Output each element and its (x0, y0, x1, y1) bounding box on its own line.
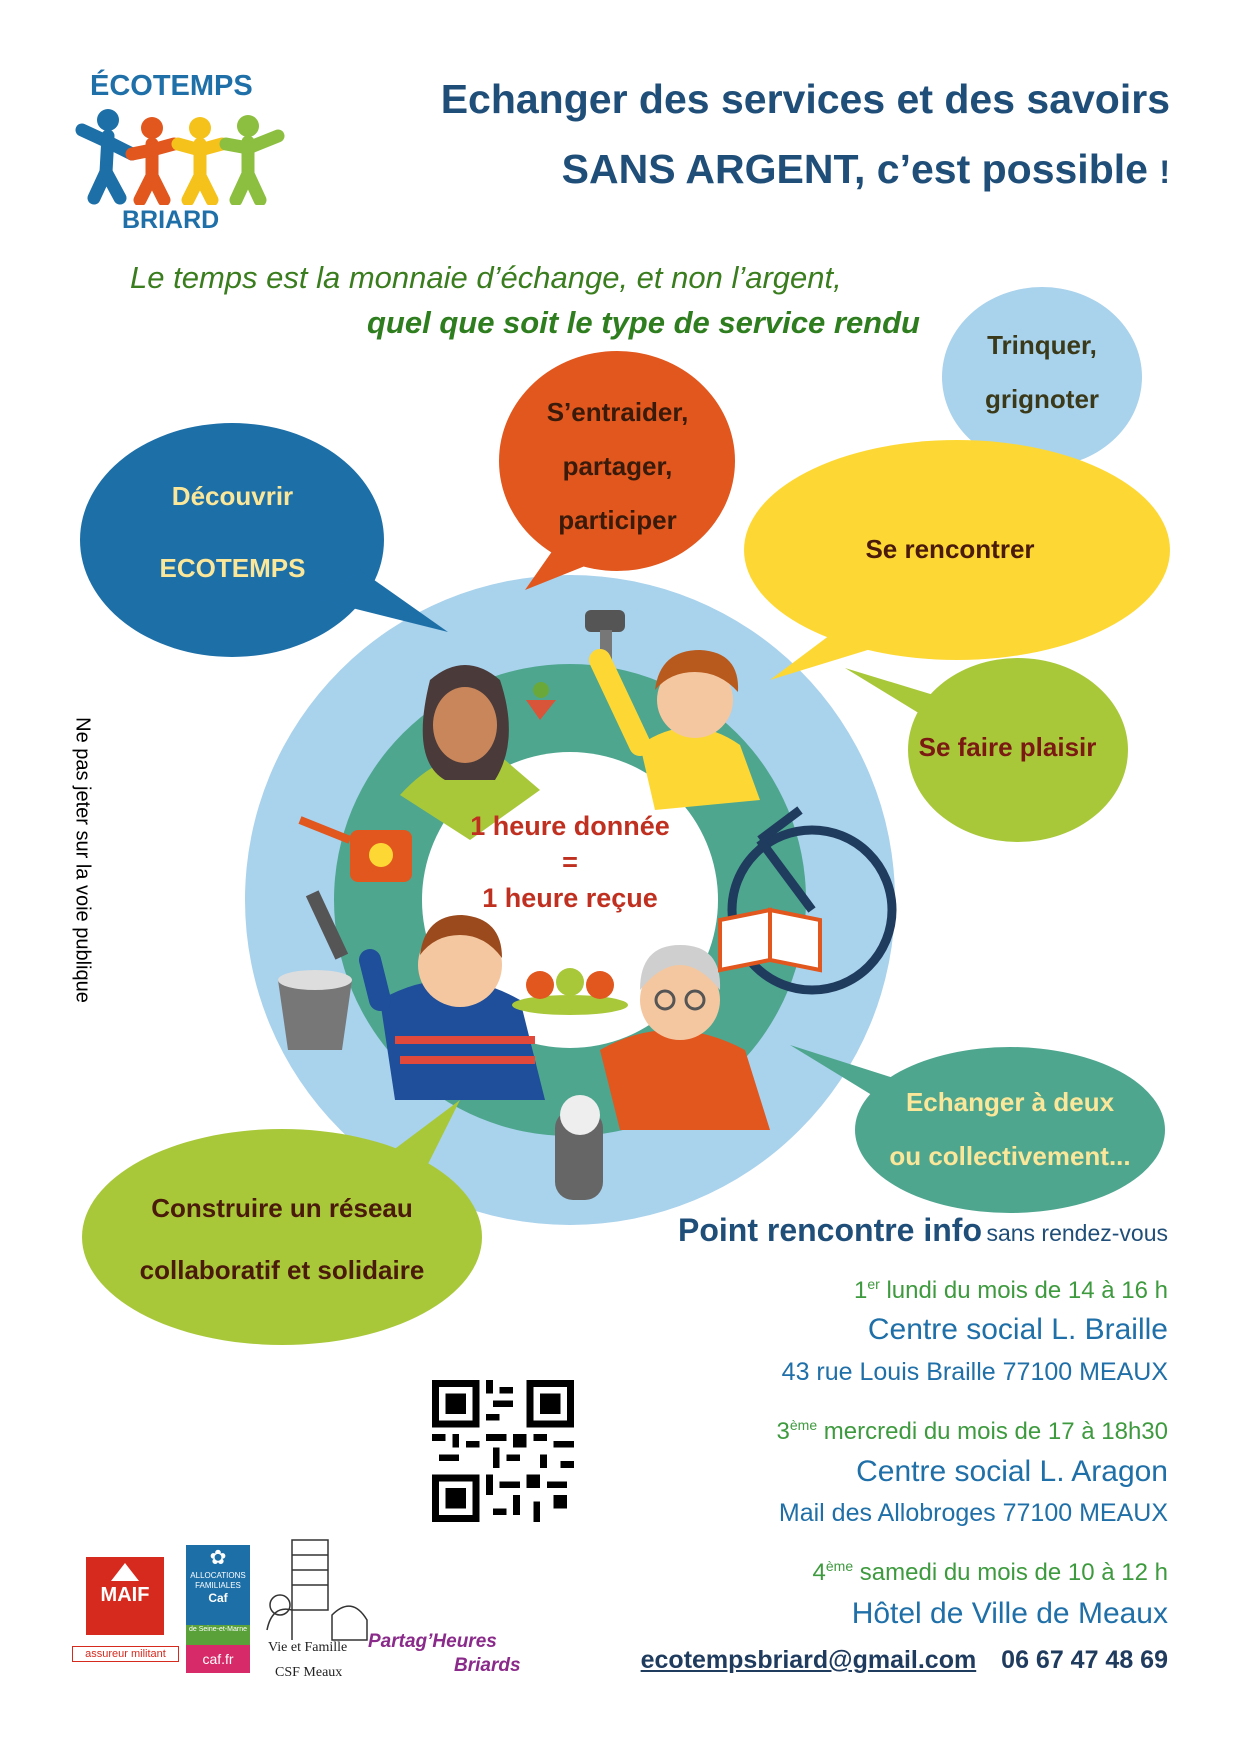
caf-name: Caf (208, 1591, 228, 1605)
phone-number: 06 67 47 48 69 (1001, 1646, 1168, 1674)
csf-label-1: Vie et Famille (268, 1640, 348, 1655)
bubble-echanger-text (855, 1075, 1165, 1183)
caf-url: caf.fr (186, 1645, 250, 1673)
motto-received: 1 heure reçue (482, 883, 658, 913)
bubble-line: grignoter (984, 384, 1100, 414)
partag-heures-line1: Partag’Heures (368, 1631, 497, 1652)
motto-given: 1 heure donnée (470, 811, 670, 841)
bubble-line: participer (558, 505, 677, 535)
session-3-place: Hôtel de Ville de Meaux (851, 1597, 1168, 1630)
maif-logo (86, 1557, 164, 1635)
bubble-line: Construire un réseau (151, 1193, 413, 1223)
caf-top (186, 1545, 250, 1625)
session-2-when (777, 1417, 1168, 1446)
bubble-decouvrir-text (80, 460, 385, 604)
bubble-line: partager, (562, 451, 673, 481)
email-link[interactable]: ecotempsbriard@gmail.com (640, 1646, 977, 1674)
maif-triangle-icon (111, 1563, 139, 1581)
logo-subtitle: BRIARD (122, 206, 220, 234)
headline-main: SANS ARGENT, c’est possible (561, 146, 1148, 192)
bubble-rencontrer-text (800, 522, 1100, 576)
info-subtitle: sans rendez-vous (986, 1220, 1168, 1246)
session-1-address: 43 rue Louis Braille 77100 MEAUX (781, 1358, 1168, 1386)
session-time: lundi du mois de 14 à 16 h (886, 1277, 1168, 1304)
tagline-line1: Le temps est la monnaie d’échange, et non l’argent, (130, 260, 842, 295)
session-ordinal: 4 (812, 1559, 826, 1586)
session-ordinal-suffix: ème (825, 1558, 854, 1574)
session-2-place: Centre social L. Aragon (856, 1455, 1168, 1488)
session-ordinal-suffix: er (867, 1276, 880, 1292)
motto-equals: = (562, 847, 578, 877)
bubble-line: Se faire plaisir (918, 732, 1097, 762)
bubble-line: collaboratif et solidaire (139, 1255, 425, 1285)
contact-line (641, 1646, 1168, 1675)
side-note-text: Ne pas jeter sur la voie publique (71, 717, 94, 1003)
session-time: samedi du mois de 10 à 12 h (859, 1559, 1168, 1586)
logo-title: ÉCOTEMPS (90, 70, 253, 102)
session-ordinal: 3 (776, 1418, 790, 1445)
partag-heures-line2: Briards (454, 1655, 521, 1676)
maif-tagline: assureur militant (72, 1646, 179, 1662)
qr-code[interactable] (432, 1380, 574, 1522)
bubble-trinquer-text (942, 318, 1142, 426)
bubble-line: ou collectivement... (889, 1141, 1131, 1171)
session-1-place: Centre social L. Braille (867, 1313, 1168, 1346)
bubble-line: S’entraider, (546, 397, 689, 427)
bubble-entraider-text (500, 385, 735, 547)
open-book-icon (720, 910, 820, 970)
info-title: Point rencontre info (678, 1212, 982, 1248)
bubble-line: Découvrir (171, 481, 294, 511)
session-1-when (854, 1276, 1168, 1305)
center-motto (420, 808, 720, 916)
caf-figures-icon: ✿ (209, 1547, 227, 1569)
tagline-line2: quel que soit le type de service rendu (366, 305, 920, 340)
side-note (62, 690, 102, 1030)
headline-line1: Echanger des services et des savoirs (440, 76, 1170, 122)
session-2-address: Mail des Allobroges 77100 MEAUX (778, 1499, 1168, 1527)
bubble-construire-text (82, 1177, 482, 1301)
bubble-plaisir-text (895, 720, 1120, 774)
bubble-line: ECOTEMPS (159, 553, 306, 583)
bubble-line: Echanger à deux (905, 1087, 1115, 1117)
bubble-line: Se rencontrer (865, 534, 1035, 564)
session-ordinal-suffix: ème (789, 1417, 818, 1433)
session-time: mercredi du mois de 17 à 18h30 (823, 1418, 1168, 1445)
caf-logo (186, 1545, 250, 1673)
maif-text: MAIF (100, 1584, 150, 1606)
partag-heures-logo (368, 1630, 521, 1678)
caf-region: de Seine-et-Marne (186, 1625, 250, 1645)
bubble-line: Trinquer, (987, 330, 1097, 360)
caf-top-label: ALLOCATIONS FAMILIALES (190, 1571, 246, 1590)
vie-et-famille-illustration (262, 1535, 374, 1645)
session-ordinal: 1 (853, 1277, 868, 1304)
session-3-when (813, 1558, 1168, 1587)
info-heading (678, 1212, 1168, 1249)
headline-exclamation: ! (1159, 154, 1170, 190)
cat-icon (555, 1095, 603, 1200)
csf-label-2: CSF Meaux (275, 1665, 343, 1680)
